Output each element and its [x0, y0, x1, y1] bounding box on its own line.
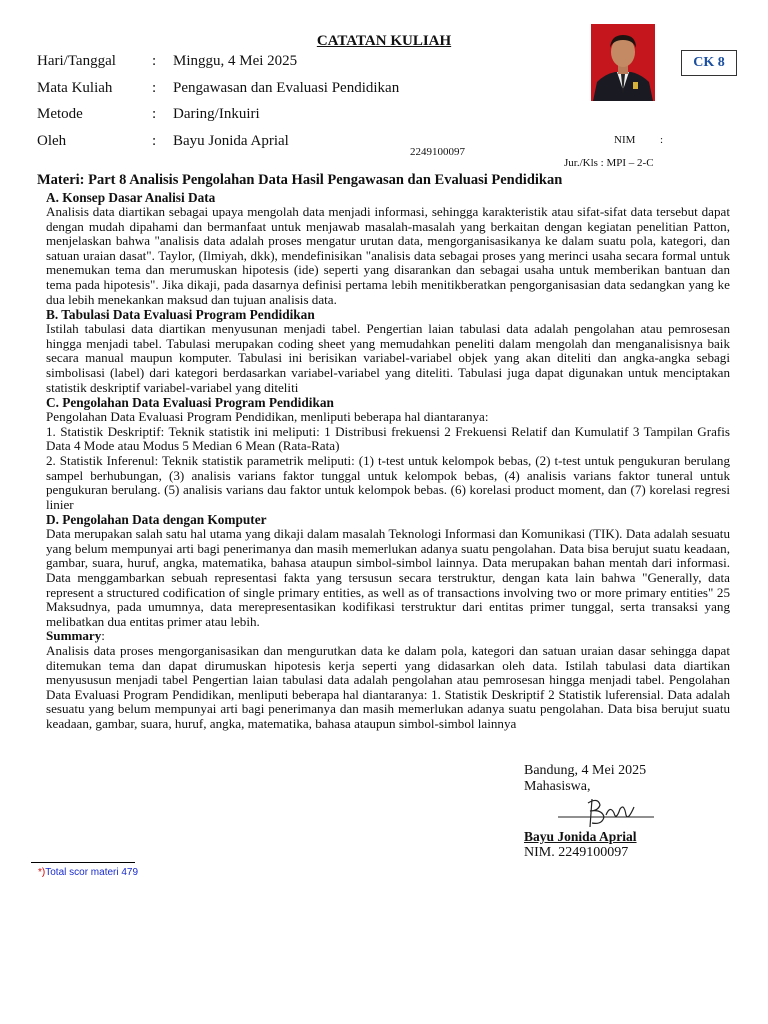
- colon: :: [152, 106, 157, 122]
- page-title: CATATAN KULIAH: [316, 33, 452, 49]
- section-d-heading: D. Pengolahan Data dengan Komputer: [46, 512, 267, 528]
- section-a-paragraph: Analisis data diartikan sebagai upaya mengolah data menjadi informasi, sehingga karakteristik atau sifat-sifat data tersebut dapat dengan mudah dipahami dan bermanfaat untuk menjawab masalah-masalah yang berkaitan dengan kegiatan penelitian Patton, menjelaskan bahwa "analisis data adalah proses mengatur urutan data, mengorganisasikanya ke dalam suatu pola, kategori, dan satuan uraian dasat". Taylor, (Ilmiyah, dkk), mendefinisikan "analisis data sebagai proses yang merinci usaha secara formal untuk menemukan tema dan merumuskan hipotesis (ide) seperti yang disarankan dan sebagai usaha untuk memberikan bantuan dan tema pada hipotesis". Jika dikaji, pada dasarnya definisi pertama lebih menitikberatkan pengorganisasian data sedangkan yang ke dua lebih menekankan maksud dan tujuan analisis data.: [46, 204, 730, 307]
- section-b-heading: B. Tabulasi Data Evaluasi Program Pendidikan: [46, 307, 315, 323]
- label-hari-tanggal: Hari/Tanggal: [37, 53, 116, 69]
- section-d-paragraph: Data merupakan salah satu hal utama yang dikaji dalam masalah Teknologi Informasi dan Komunikasi (TIK). Data adalah sesuatu yang belum mempunyai arti bagi penerimanya dan masih memerlukan adanya suatu pengolahan. Data bisa berujut suatu keadaan, gambar, suara, huruf, angka, matematika, bahasa ataupun simbol-simbol lainnya. Data merupakan bahan mentah dari informasi. Data menggambarkan sebuah representasi fakta yang tersusun secara terstruktur, dengan kata lain bahwa "Generally, data represent a structured codification of single primary entities, as well as of transactions involving two or more primary entities" 25 Maksudnya, pada umumnya, data merepresentasikan kodifikasi terstruktur dari entitas primer tunggal, serta transaksi yang melibatkan dua entitas primer atau lebih.: [46, 526, 730, 629]
- value-oleh: Bayu Jonida Aprial: [173, 133, 289, 149]
- jurusan-kelas: Jur./Kls : MPI – 2-C: [564, 157, 654, 169]
- signature-nim: NIM. 2249100097: [524, 845, 629, 860]
- colon: :: [152, 80, 157, 96]
- ck-badge: CK 8: [681, 50, 737, 76]
- portrait-image: [591, 24, 655, 101]
- signature-name: Bayu Jonida Aprial: [524, 829, 637, 844]
- value-hari-tanggal: Minggu, 4 Mei 2025: [173, 53, 298, 69]
- handwritten-signature: [554, 795, 664, 831]
- student-photo: [591, 24, 655, 101]
- footnote-marker: *): [38, 867, 46, 878]
- footnote-divider: [31, 862, 135, 863]
- value-metode: Daring/Inkuiri: [173, 106, 260, 122]
- label-metode: Metode: [37, 106, 83, 122]
- footnote: [38, 867, 138, 878]
- section-c-intro: Pengolahan Data Evaluasi Program Pendidikan, menliputi beberapa hal diantaranya:: [46, 409, 489, 425]
- content-body: [37, 172, 730, 732]
- section-c-item-2: 2. Statistik Inferenul: Teknik statistik parametrik meliputi: (1) t-test untuk kelompok bebas, (2) t-test untuk pengukuran berulang sampel berhubungan, (3) analisis varians faktor tunggal untuk kelompok bebas, (4) analisis varians faktor tuneral untuk pengukuran berulang. (5) analisis varians dau faktor untuk kelompok bebas. (6) korelasi product moment, dan (7) korelasi regresi linier: [46, 452, 730, 512]
- materi-title: Materi: Part 8 Analisis Pengolahan Data Hasil Pengawasan dan Evaluasi Pendidikan: [37, 172, 563, 188]
- signature-block: [524, 763, 664, 861]
- nim-label: NIM: [614, 134, 636, 146]
- label-oleh: Oleh: [37, 133, 67, 149]
- label-mata-kuliah: Mata Kuliah: [37, 80, 113, 96]
- colon: :: [152, 133, 157, 149]
- nim-value: 2249100097: [410, 146, 465, 158]
- nim-colon: :: [660, 134, 664, 146]
- section-a-heading: A. Konsep Dasar Analisi Data: [46, 190, 216, 205]
- value-mata-kuliah: Pengawasan dan Evaluasi Pendidikan: [173, 80, 400, 96]
- section-c-heading: C. Pengolahan Data Evaluasi Program Pendidikan: [46, 395, 334, 411]
- section-c-item-1: 1. Statistik Deskriptif: Teknik statistik ini meliputi: 1 Distribusi frekuensi 2 Frekuensi Relatif dan Kumulatif 3 Tampilan Grafis Data 4 Mode atau Modus 5 Median 6 Mean (Rata-Rata): [46, 423, 730, 454]
- signature-role: Mahasiswa,: [524, 779, 591, 794]
- summary-label-row: Summary:: [46, 628, 105, 644]
- summary-label: Summary: [46, 628, 102, 644]
- signature-place-date: Bandung, 4 Mei 2025: [524, 763, 647, 778]
- summary-text: Analisis data proses mengorganisasikan dan mengurutkan data ke dalam pola, kategori dan satuan uraian dasar sehingga dapat ditemukan tema dan dapat dirumuskan hipotesis kerja seperti yang didasarkan oleh data. Istilah tabulasi data diartikan menyususun menjadi tabel Pengertian laian tabulasi data adalah pengolahan atau pemrosesan hingga menjadi tabel. Pengolahan Data Evaluasi Program Pendidikan, menliputi beberapa hal diantaranya: 1. Statistik Deskriptif 2 Statistik luferensial. Data adalah sesuatu yang belum mempunyai arti bagi penerimanya dan masih memerlukan adanya suatu pengolahan. Data bisa berujut suatu keadaan, gambar, suara, huruf, angka, matematika, bahasa ataupun simbol-simbol lainnya: [46, 643, 730, 731]
- footnote-text: Total scor materi 479: [45, 867, 139, 878]
- colon: :: [152, 53, 157, 69]
- section-b-paragraph: Istilah tabulasi data diartikan menyusunan menjadi tabel. Pengertian laian tabulasi data adalah pengolahan atau pemrosesan hingga menjadi tabel. Tabulasi merupakan coding sheet yang memudahkan peneliti dalam mengolah dan menganalisisnya baik secara manual maupun komputer. Tabulasi ini berisikan variabel-variabel objek yang akan diteliti dan angka-angka sebagi simbolisasi (label) dari kategori berdasarkan variabel-variabel yang diteliti. Tabulasi juga dapat digunakan untuk menciptakan statistik deskriptif variabel-variabel yang diteliti: [46, 321, 730, 395]
